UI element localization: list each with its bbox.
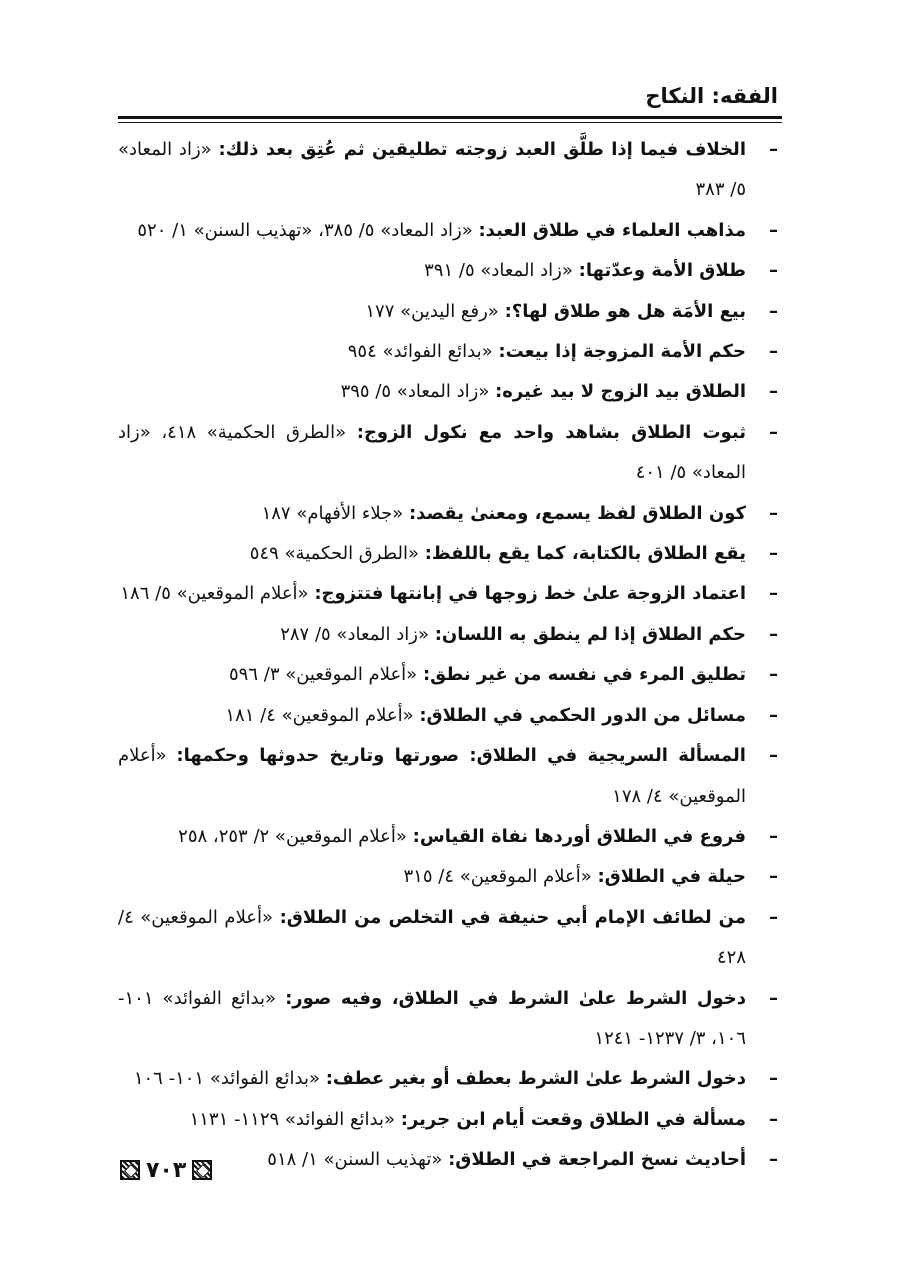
dash-bullet: – (769, 704, 778, 726)
index-entry (118, 534, 782, 574)
entry-reference: «أعلام الموقعين» ٤/ ١٨١ (225, 704, 414, 726)
dash-bullet: – (769, 1068, 778, 1090)
index-entry (118, 130, 782, 211)
entry-topic: دخول الشرط علىٰ الشرط في الطلاق، وفيه صور: (285, 987, 746, 1009)
entry-topic: من لطائف الإمام أبي حنيفة في التخلص من الطلاق: (279, 906, 746, 928)
header-rule-thick (118, 116, 782, 119)
index-entry (118, 1100, 782, 1140)
dash-bullet: – (769, 1149, 778, 1171)
index-entry (118, 413, 782, 494)
index-entry (118, 979, 782, 1060)
entry-reference: «تهذيب السنن» ١/ ٥١٨ (267, 1149, 443, 1171)
dash-bullet: – (769, 745, 778, 767)
entry-reference: «أعلام الموقعين» ٢/ ٢٥٣، ٢٥٨ (178, 825, 407, 847)
entry-reference: «زاد المعاد» ٥/ ٣٨٣ (118, 139, 746, 201)
entry-topic: فروع في الطلاق أوردها نفاة القياس: (412, 825, 746, 847)
entry-topic: أحاديث نسخ المراجعة في الطلاق: (448, 1149, 746, 1171)
entry-reference: «أعلام الموقعين» ٥/ ١٨٦ (120, 583, 309, 605)
entry-reference: «رفع اليدين» ١٧٧ (365, 300, 499, 322)
index-entry (118, 211, 782, 251)
entry-reference: «بدائع الفوائد» ١١٢٩- ١١٣١ (189, 1108, 396, 1130)
entry-reference: «أعلام الموقعين» ٤/ ٣١٥ (403, 866, 592, 888)
entry-topic: دخول الشرط علىٰ الشرط بعطف أو بغير عطف: (325, 1068, 746, 1090)
dash-bullet: – (769, 987, 778, 1009)
dash-bullet: – (769, 866, 778, 888)
entry-reference: «زاد المعاد» ٥/ ٣٨٥، «تهذيب السنن» ١/ ٥٢٠ (137, 219, 473, 241)
ornamental-square-icon (120, 1160, 140, 1180)
dash-bullet: – (769, 825, 778, 847)
dash-bullet: – (769, 219, 778, 241)
entry-reference: «زاد المعاد» ٥/ ٢٨٧ (280, 623, 429, 645)
entry-reference: «بدائع الفوائد» ١٠١- ١٠٦، ٣/ ١٢٣٧- ١٢٤١ (118, 987, 746, 1049)
entry-topic: بيع الأمَة هل هو طلاق لها؟: (504, 300, 746, 322)
dash-bullet: – (769, 664, 778, 686)
index-entry (118, 817, 782, 857)
entry-topic: الخلاف فيما إذا طلَّق العبد زوجته تطليقين ثم عُتِق بعد ذلك: (218, 139, 746, 160)
entry-topic: مذاهب العلماء في طلاق العبد: (478, 219, 746, 241)
page-number: ٧٠٣ (146, 1157, 187, 1183)
dash-bullet: – (769, 300, 778, 322)
index-entry (118, 898, 782, 979)
entry-reference: «زاد المعاد» ٥/ ٣٩١ (424, 260, 573, 282)
dash-bullet: – (769, 421, 778, 443)
entry-reference: «أعلام الموقعين» ٤/ ١٧٨ (118, 745, 746, 807)
entry-topic: ثبوت الطلاق بشاهد واحد مع نكول الزوج: (356, 421, 746, 443)
index-entry (118, 494, 782, 534)
entry-topic: المسألة السريجية في الطلاق: صورتها وتاريخ حدوثها وحكمها: (176, 745, 746, 767)
dash-bullet: – (769, 341, 778, 363)
index-entry (118, 655, 782, 695)
dash-bullet: – (769, 260, 778, 282)
entry-reference: «بدائع الفوائد» ٩٥٤ (347, 341, 493, 363)
entry-topic: حكم الأمة المزوجة إذا بيعت: (498, 341, 746, 363)
entry-reference: «جلاء الأفهام» ١٨٧ (261, 502, 404, 524)
entry-reference: «الطرق الحكمية» ٥٤٩ (249, 543, 419, 565)
entry-topic: مسألة في الطلاق وقعت أيام ابن جرير: (400, 1108, 746, 1130)
entry-topic: الطلاق بيد الزوج لا بيد غيره: (495, 381, 746, 403)
entry-reference: «زاد المعاد» ٥/ ٣٩٥ (340, 381, 490, 403)
entry-topic: تطليق المرء في نفسه من غير نطق: (422, 664, 746, 686)
index-entry (118, 736, 782, 817)
index-entry (118, 696, 782, 736)
dash-bullet: – (769, 906, 778, 928)
dash-bullet: – (769, 381, 778, 403)
index-entry (118, 292, 782, 332)
entry-reference: «أعلام الموقعين» ٤/ ٤٢٨ (118, 906, 746, 969)
index-entry (118, 857, 782, 897)
entry-topic: يقع الطلاق بالكتابة، كما يقع باللفظ: (424, 543, 746, 565)
entry-topic: اعتماد الزوجة علىٰ خط زوجها في إبانتها فتتزوج: (314, 583, 746, 605)
header-rule-thin (118, 122, 782, 123)
page-header: الفقه: النكاح (645, 84, 778, 108)
entry-reference: «بدائع الفوائد» ١٠١- ١٠٦ (133, 1068, 320, 1090)
ornamental-square-icon (192, 1160, 212, 1180)
index-entry (118, 372, 782, 412)
entry-reference: «الطرق الحكمية» ٤١٨، «زاد المعاد» ٥/ ٤٠١ (118, 421, 746, 484)
entry-topic: حيلة في الطلاق: (597, 866, 746, 888)
index-entry (118, 615, 782, 655)
index-entry (118, 1140, 782, 1180)
index-entries (118, 130, 782, 1181)
dash-bullet: – (769, 502, 778, 524)
entry-topic: مسائل من الدور الحكمي في الطلاق: (419, 704, 746, 726)
dash-bullet: – (769, 583, 778, 605)
entry-topic: طلاق الأمة وعدّتها: (578, 260, 746, 282)
index-entry (118, 574, 782, 614)
index-entry (118, 1059, 782, 1099)
entry-reference: «أعلام الموقعين» ٣/ ٥٩٦ (229, 664, 418, 686)
dash-bullet: – (769, 623, 778, 645)
index-entry (118, 332, 782, 372)
entry-topic: كون الطلاق لفظ يسمع، ومعنىٰ يقصد: (408, 502, 746, 524)
dash-bullet: – (769, 1108, 778, 1130)
page-footer (120, 1155, 212, 1185)
dash-bullet: – (769, 543, 778, 565)
entry-topic: حكم الطلاق إذا لم ينطق به اللسان: (434, 623, 746, 645)
dash-bullet: – (769, 139, 778, 160)
index-entry (118, 251, 782, 291)
